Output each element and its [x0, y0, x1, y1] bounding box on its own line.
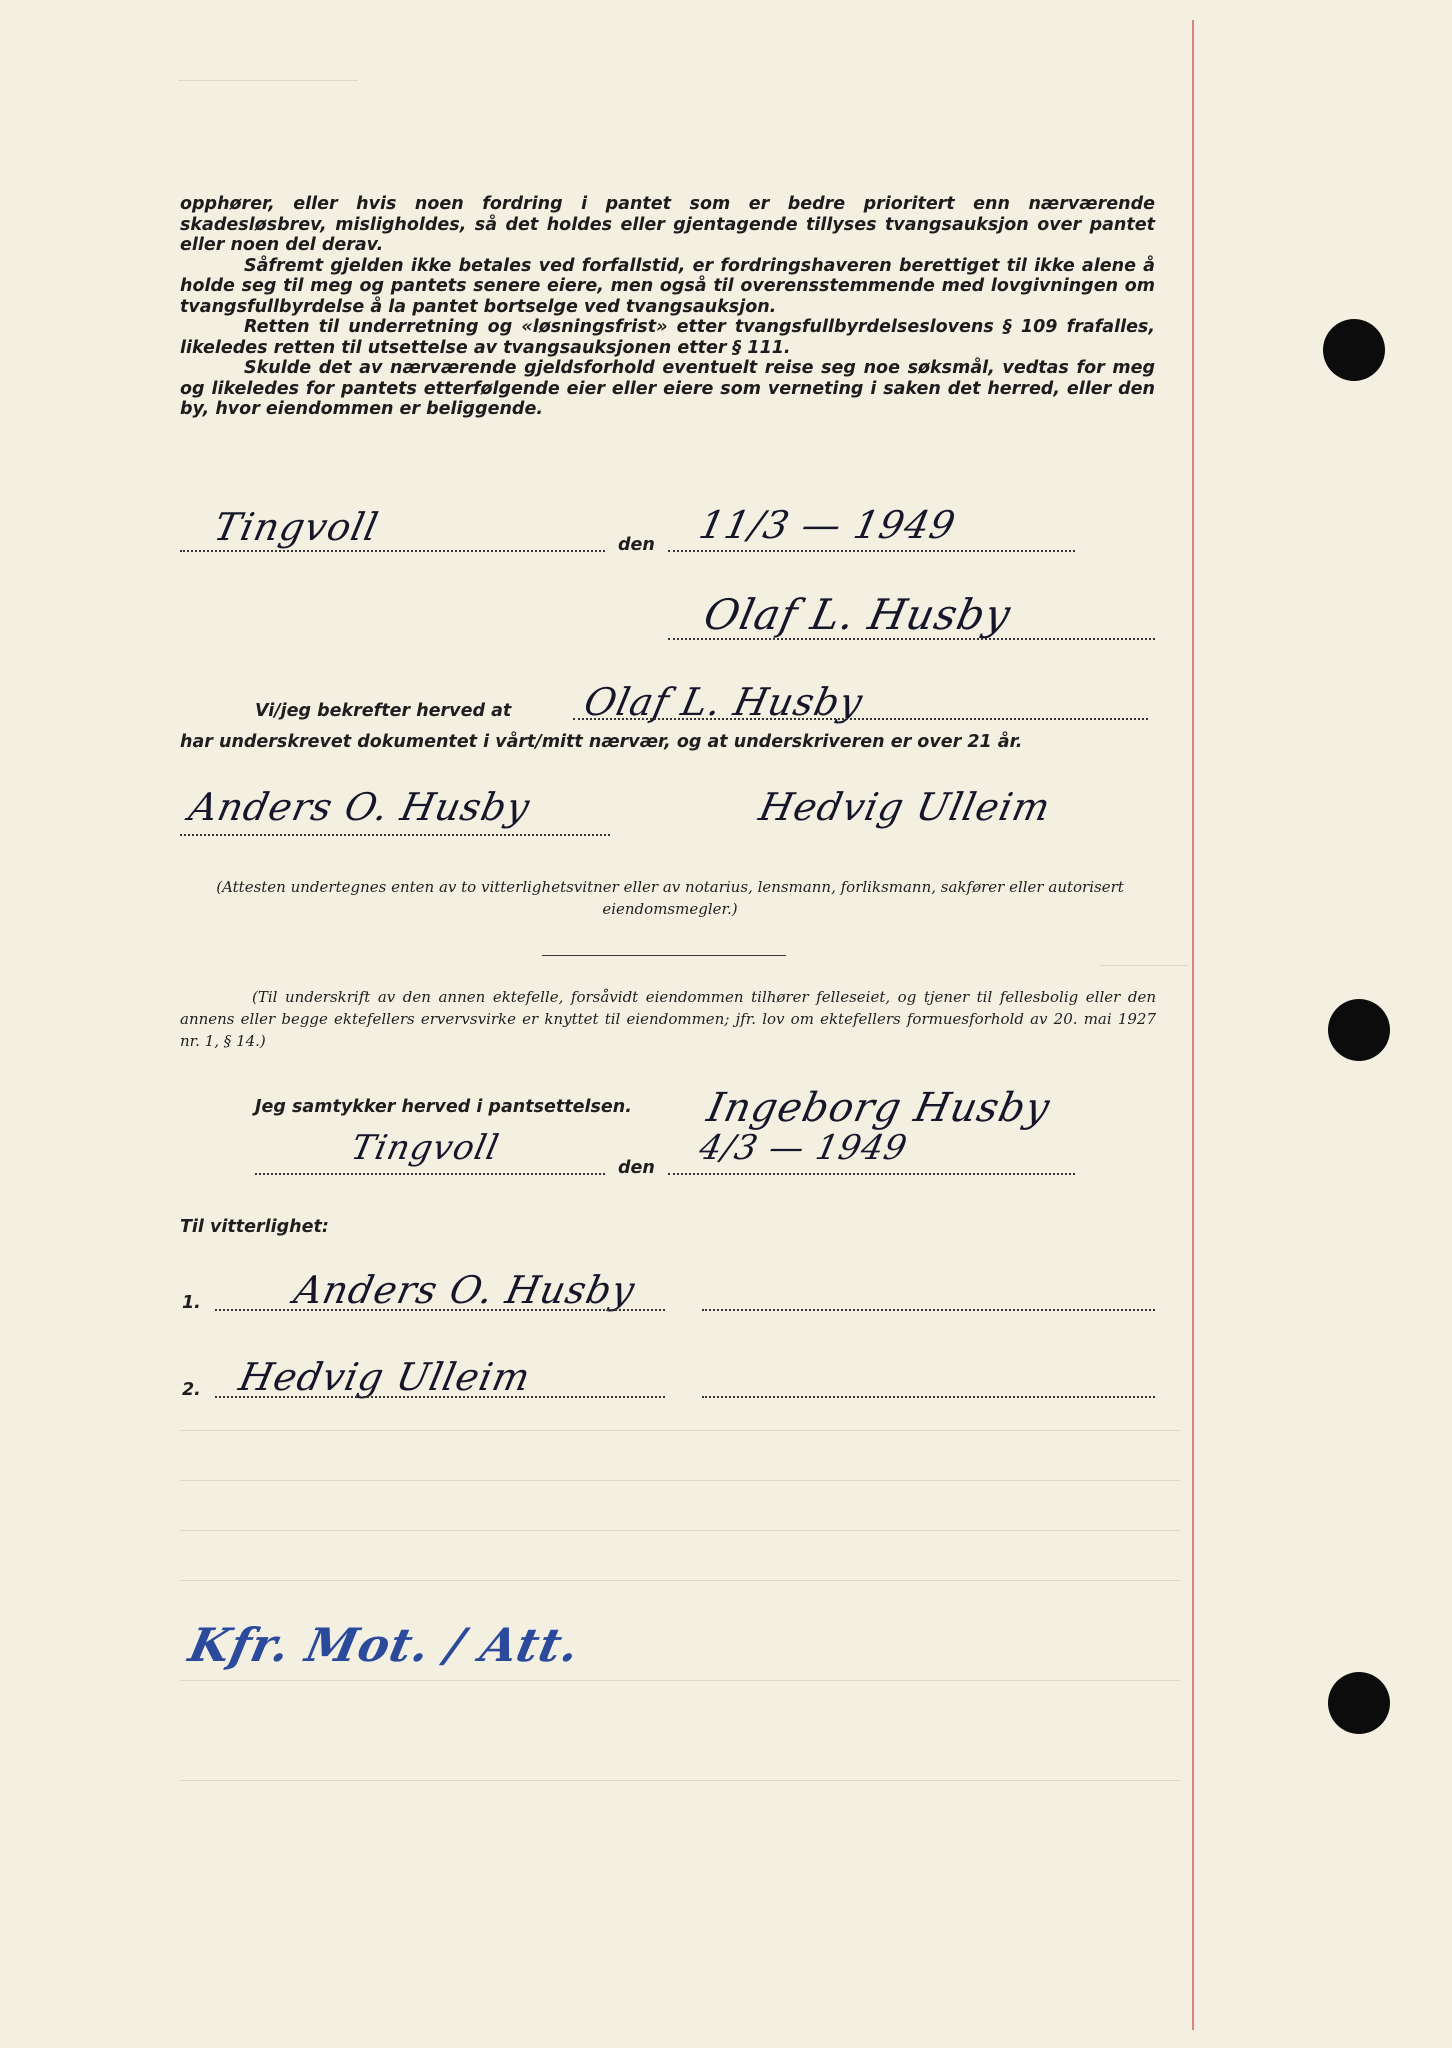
vitterlighet-dotted-line-1a — [215, 1309, 665, 1311]
punch-hole-bottom — [1328, 1672, 1390, 1734]
consent-signature: Ingeborg Husby — [703, 1085, 1055, 1131]
bleed-through-line — [180, 1580, 1180, 1581]
bleed-through-line — [180, 1430, 1180, 1431]
date-dotted-line — [668, 550, 1075, 552]
signature-olaf: Olaf L. Husby — [699, 590, 1016, 639]
date-dotted-line-2 — [668, 1173, 1075, 1175]
confirmation-dotted-line — [573, 718, 1148, 720]
confirmation-label: Vi/jeg bekrefter herved at — [255, 701, 512, 721]
vitterlighet-signature-2: Hedvig Ulleim — [235, 1355, 535, 1399]
vitterlighet-number-2: 2. — [182, 1380, 201, 1400]
bleed-through-line — [178, 80, 358, 81]
blue-ink-annotation: Kfr. Mot. / Att. — [184, 1618, 585, 1672]
confirmation-signature: Olaf L. Husby — [580, 680, 868, 724]
red-margin-line — [1192, 20, 1194, 2030]
punch-hole-middle — [1328, 999, 1390, 1061]
paragraph-2: Såfremt gjelden ikke betales ved forfallstid, er fordringshaveren berettiget til ikke alene å holde seg til meg og pantets senere eiere, men også til overensstemmende med lovgivningen om tvangsfullbyrdelse å la pantet bortselge ved tvangsauksjon. — [180, 255, 1155, 317]
spouse-note: (Til underskrift av den annen ektefelle, forsåvidt eiendommen tilhører felleseiet, og tjener til fellesbolig eller den annens eller begge ektefellers ervervsvirke er knyttet til eiendommen; jfr. lov om ektefellers formuesforhold av 20. mai 1927 nr. 1, § 14.) — [180, 988, 1156, 1050]
witness-dotted-line-1 — [180, 834, 610, 836]
place-dotted-line-2 — [255, 1173, 605, 1175]
bleed-through-line — [180, 1480, 1180, 1481]
handwritten-date: 11/3 — 1949 — [695, 503, 960, 547]
attest-note: (Attesten undertegnes enten av to vitterlighetsvitner eller av notarius, lensmann, forliksmann, sakfører eller autorisert eiendomsmegler.) — [216, 878, 1124, 918]
paragraph-3: Retten til underretning og «løsningsfrist» etter tvangsfullbyrdelseslovens § 109 frafalles, likeledes retten til utsettelse av tvangsauksjonen etter § 111. — [180, 317, 1155, 358]
body-text — [180, 194, 1155, 420]
confirmation-line-2: har underskrevet dokumentet i vårt/mitt nærvær, og at underskriveren er over 21 år. — [180, 732, 1023, 752]
bleed-through-line — [180, 1780, 1180, 1781]
handwritten-date-2: 4/3 — 1949 — [695, 1128, 912, 1168]
paragraph-4: Skulde det av nærværende gjeldsforhold eventuelt reise seg noe søksmål, vedtas for meg og likeledes for pantets etterfølgende eier eller eiere som verneting i saken det herred, eller den by, hvor eiendommen er beliggende. — [180, 358, 1155, 419]
signature-dotted-line — [668, 638, 1155, 640]
section-divider — [542, 955, 786, 956]
witness-signature-2: Hedvig Ulleim — [755, 785, 1055, 829]
vitterlighet-signature-1: Anders O. Husby — [290, 1268, 640, 1312]
vitterlighet-label: Til vitterlighet: — [180, 1217, 329, 1237]
punch-hole-top — [1323, 319, 1385, 381]
paragraph-1: opphører, eller hvis noen fordring i pantet som er bedre prioritert enn nærværende skadesløsbrev, misligholdes, så det holdes eller gjentagende tillyses tvangsauksjon over pantet eller noen del derav. — [180, 194, 1155, 255]
witness-signature-1: Anders O. Husby — [185, 785, 535, 829]
vitterlighet-number-1: 1. — [182, 1293, 201, 1313]
bleed-through-line — [180, 1680, 1180, 1681]
bleed-through-line — [1100, 965, 1188, 966]
vitterlighet-dotted-line-2b — [702, 1396, 1155, 1398]
handwritten-place: Tingvoll — [210, 505, 383, 549]
consent-label: Jeg samtykker herved i pantsettelsen. — [255, 1097, 632, 1117]
place-dotted-line — [180, 550, 605, 552]
bleed-through-line — [180, 1530, 1180, 1531]
den-label-2: den — [618, 1158, 655, 1178]
handwritten-place-2: Tingvoll — [347, 1128, 503, 1168]
den-label: den — [618, 535, 655, 555]
vitterlighet-dotted-line-1b — [702, 1309, 1155, 1311]
vitterlighet-dotted-line-2a — [215, 1396, 665, 1398]
